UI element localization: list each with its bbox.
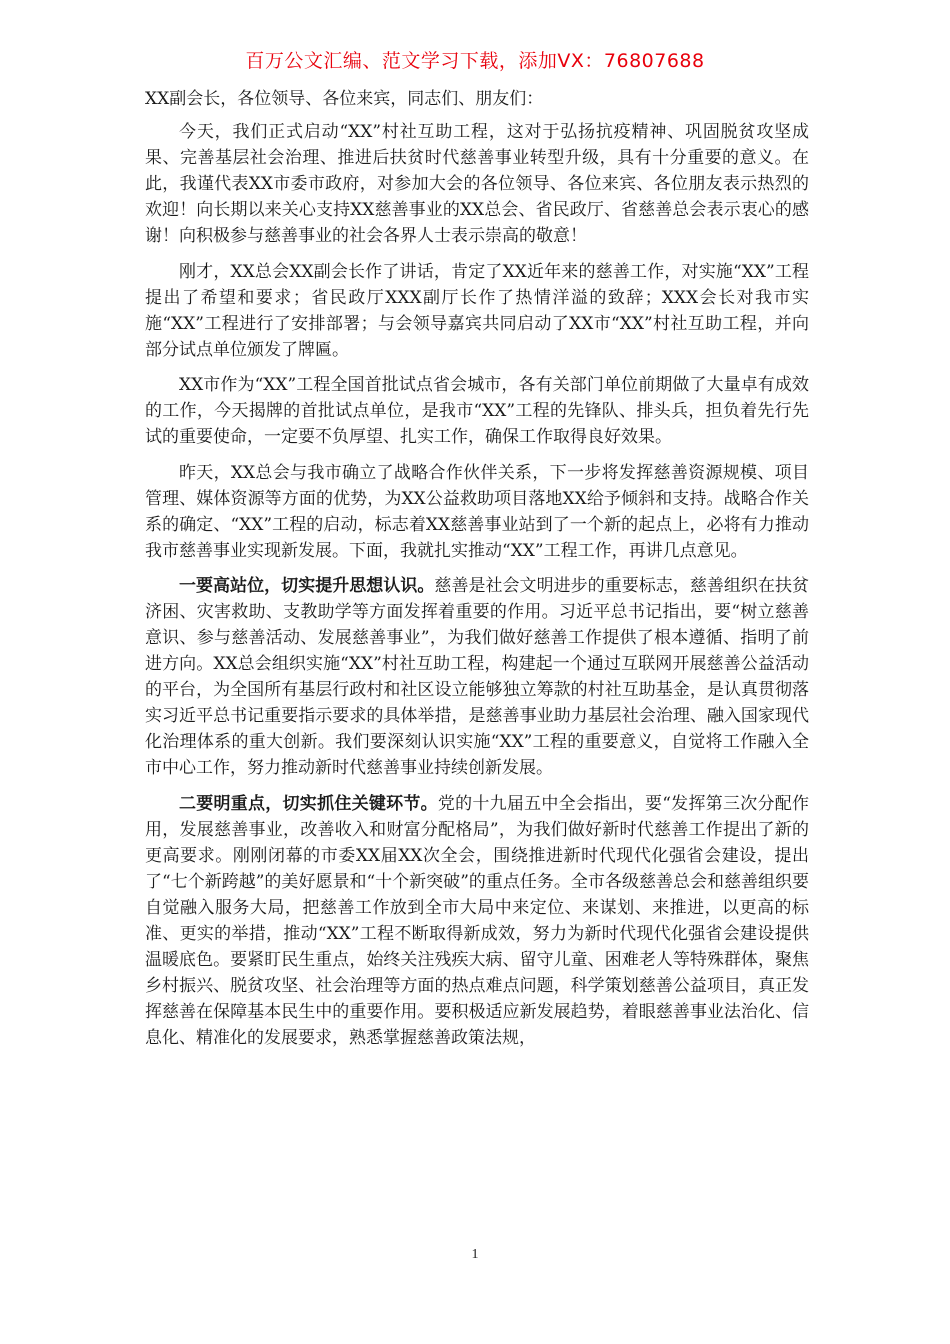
point-two-body: 党的十九届五中全会指出，要“发挥第三次分配作用，发展慈善事业，改善收入和财富分配格局”，为我们做好新时代慈善工作提出了新的更高要求。刚刚闭幕的市委XX届XX次全会，围绕推进新时代现代化强省会建设，提出了“七个新跨越”的美好愿景和“十个新突破”的重点任务。全市各级慈善总会和慈善组织要自觉融入服务大局，把慈善工作放到全市大局中来定位、来谋划、来推进，以更高的标准、更实的举措，推动“XX”工程不断取得新成效，努力为新时代现代化强省会建设提供温暖底色。要紧盯民生重点，始终关注残疾大病、留守儿童、困难老人等特殊群体，聚焦乡村振兴、脱贫攻坚、社会治理等方面的热点难点问题，科学策划慈善公益项目，真正发挥慈善在保障基本民生中的重要作用。要积极适应新发展趋势，着眼慈善事业法治化、信息化、精准化的发展要求，熟悉掌握慈善政策法规， [145,793,809,1048]
paragraph-point-one [145,573,809,781]
salutation: XX副会长，各位领导、各位来宾，同志们、朋友们： [145,89,544,109]
point-two-heading: 二要明重点，切实抓住关键环节。 [179,793,438,814]
paragraph-point-two [145,791,809,1051]
speech-body [145,86,809,1060]
paragraph-review: 刚才，XX总会XX副会长作了讲话，肯定了XX近年来的慈善工作，对实施“XX”工程提出了希望和要求；省民政厅XXX副厅长作了热情洋溢的致辞；XXX会长对我市实施“XX”工程进行了安排部署；与会领导嘉宾共同启动了XX市“XX”村社互助工程，并向部分试点单位颁发了牌匾。 [145,261,809,360]
download-banner: 百万公文汇编、范文学习下载，添加VX：76807688 [245,50,705,72]
paragraph-pilot-city: XX市作为“XX”工程全国首批试点省会城市，各有关部门单位前期做了大量卓有成效的工作，今天揭牌的首批试点单位，是我市“XX”工程的先锋队、排头兵，担负着先行先试的重要使命，一定要不负厚望、扎实工作，确保工作取得良好效果。 [145,375,809,447]
paragraph-partnership: 昨天，XX总会与我市确立了战略合作伙伴关系，下一步将发挥慈善资源规模、项目管理、媒体资源等方面的优势，为XX公益救助项目落地XX给予倾斜和支持。战略合作关系的确定、“XX”工程的启动，标志着XX慈善事业站到了一个新的起点上，必将有力推动我市慈善事业实现新发展。下面，我就扎实推动“XX”工程工作，再讲几点意见。 [145,462,809,561]
point-one-body: 慈善是社会文明进步的重要标志，慈善组织在扶贫济困、灾害救助、支教助学等方面发挥着重要的作用。习近平总书记指出，要“树立慈善意识、参与慈善活动、发展慈善事业”，为我们做好慈善工作提供了根本遵循、指明了前进方向。XX总会组织实施“XX”村社互助工程，构建起一个通过互联网开展慈善公益活动的平台，为全国所有基层行政村和社区设立能够独立筹款的村社互助基金，是认真贯彻落实习近平总书记重要指示要求的具体举措，是慈善事业助力基层社会治理、融入国家现代化治理体系的重大创新。我们要深刻认识实施“XX”工程的重要意义，自觉将工作融入全市中心工作，努力推动新时代慈善事业持续创新发展。 [145,576,810,778]
point-one-heading: 一要高站位，切实提升思想认识。 [179,576,435,596]
page-number: 1 [471,1247,479,1262]
paragraph-opening: 今天，我们正式启动“XX”村社互助工程，这对于弘扬抗疫精神、巩固脱贫攻坚成果、完善基层社会治理、推进后扶贫时代慈善事业转型升级，具有十分重要的意义。在此，我谨代表XX市委市政府，对参加大会的各位领导、各位来宾、各位朋友表示热烈的欢迎！向长期以来关心支持XX慈善事业的XX总会、省民政厅、省慈善总会表示衷心的感谢！向积极参与慈善事业的社会各界人士表示崇高的敬意！ [145,122,809,246]
